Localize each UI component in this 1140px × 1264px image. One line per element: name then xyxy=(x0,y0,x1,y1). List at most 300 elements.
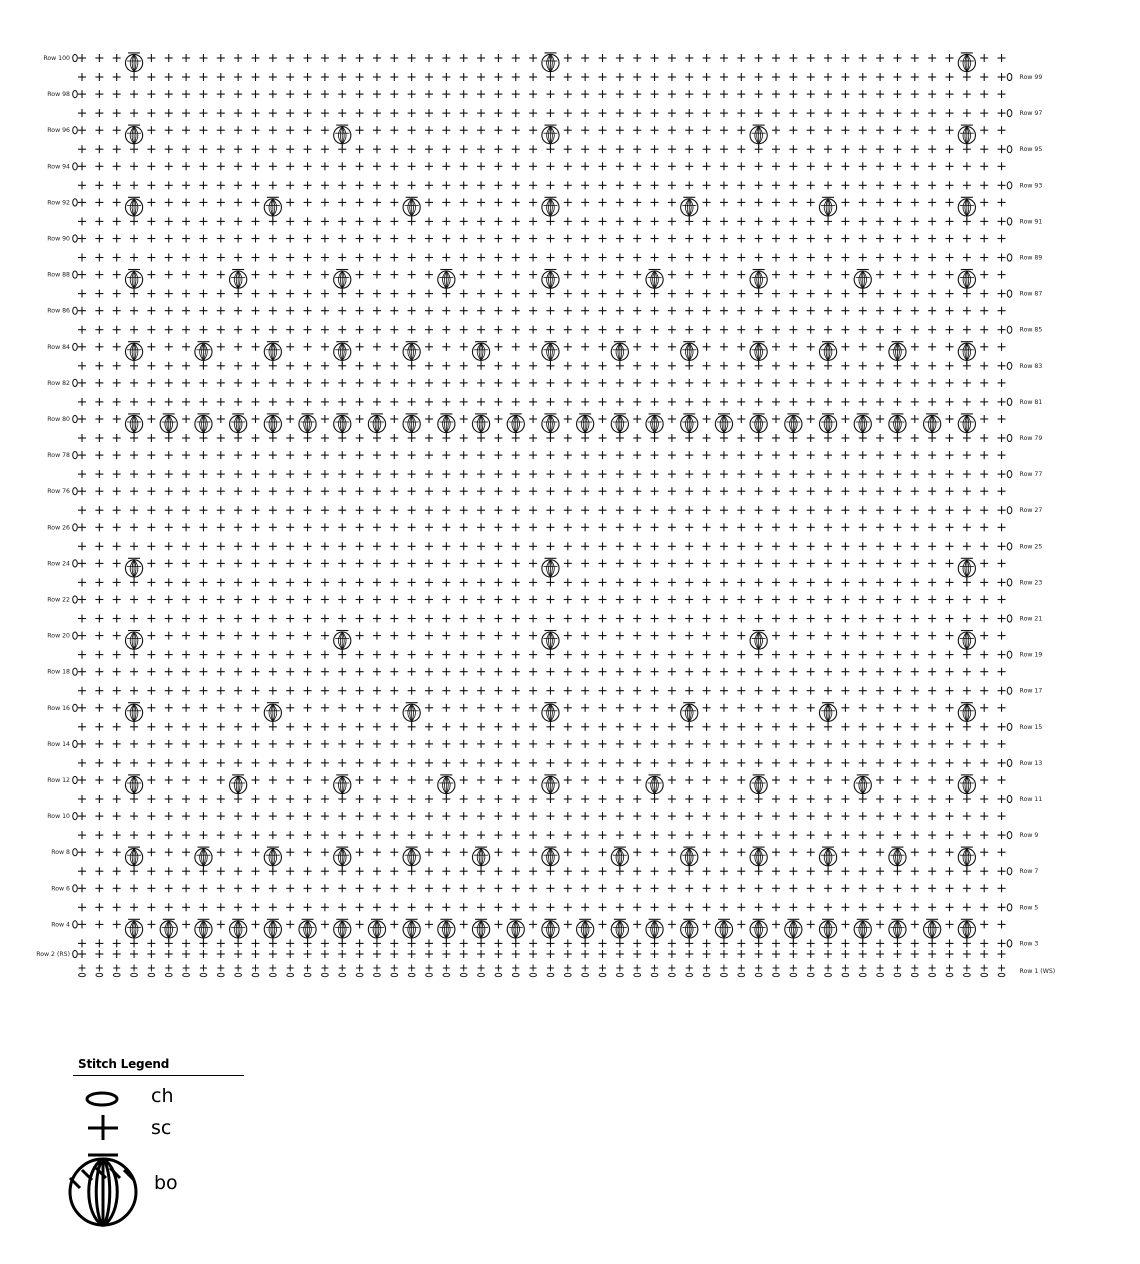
sc-stitch xyxy=(425,181,433,189)
sc-stitch xyxy=(564,271,572,279)
sc-stitch xyxy=(408,687,416,695)
sc-stitch xyxy=(703,145,711,153)
sc-stitch xyxy=(911,162,919,170)
sc-stitch xyxy=(876,54,884,62)
bobble-stitch xyxy=(438,775,455,798)
sc-stitch xyxy=(95,434,103,442)
sc-stitch xyxy=(373,848,381,856)
sc-stitch xyxy=(564,950,572,958)
sc-stitch xyxy=(980,523,988,531)
sc-stitch xyxy=(789,145,797,153)
sc-stitch xyxy=(946,181,954,189)
sc-stitch xyxy=(113,415,121,423)
sc-stitch xyxy=(425,487,433,495)
sc-stitch xyxy=(95,812,103,820)
sc-stitch xyxy=(460,90,468,98)
sc-stitch xyxy=(304,812,312,820)
sc-stitch xyxy=(755,903,763,911)
sc-stitch xyxy=(130,90,138,98)
sc-stitch xyxy=(946,217,954,225)
sc-stitch xyxy=(651,939,659,947)
sc-stitch xyxy=(356,235,364,243)
sc-stitch xyxy=(824,668,832,676)
sc-stitch xyxy=(599,867,607,875)
sc-stitch xyxy=(564,73,572,81)
sc-stitch xyxy=(442,615,450,623)
sc-stitch xyxy=(789,126,797,134)
sc-stitch xyxy=(78,506,86,514)
sc-stitch xyxy=(130,884,138,892)
sc-stitch xyxy=(772,254,780,262)
sc-stitch xyxy=(737,812,745,820)
sc-stitch xyxy=(946,795,954,803)
sc-stitch xyxy=(182,559,190,567)
sc-stitch xyxy=(824,651,832,659)
sc-stitch xyxy=(529,434,537,442)
sc-stitch xyxy=(772,181,780,189)
sc-stitch xyxy=(269,109,277,117)
chart-row xyxy=(47,703,1005,726)
bobble-stitch xyxy=(958,775,975,798)
sc-stitch xyxy=(425,687,433,695)
sc-stitch xyxy=(841,362,849,370)
sc-stitch xyxy=(512,939,520,947)
sc-stitch xyxy=(911,181,919,189)
sc-stitch xyxy=(564,651,572,659)
sc-stitch xyxy=(252,217,260,225)
sc-stitch xyxy=(165,812,173,820)
sc-stitch xyxy=(494,939,502,947)
sc-stitch xyxy=(720,451,728,459)
sc-stitch xyxy=(269,632,277,640)
sc-stitch xyxy=(338,362,346,370)
sc-stitch xyxy=(546,687,554,695)
sc-stitch xyxy=(408,903,416,911)
sc-stitch xyxy=(234,723,242,731)
sc-stitch xyxy=(633,867,641,875)
row-label-left: Row 24 xyxy=(47,560,70,568)
sc-stitch xyxy=(789,90,797,98)
sc-stitch xyxy=(703,217,711,225)
sc-stitch xyxy=(494,920,502,928)
sc-stitch xyxy=(477,884,485,892)
sc-stitch xyxy=(390,434,398,442)
row-label-right: Row 97 xyxy=(1019,110,1043,118)
sc-stitch xyxy=(408,379,416,387)
foundation-stitch xyxy=(339,965,346,977)
sc-stitch xyxy=(633,90,641,98)
bobble-stitch xyxy=(125,197,142,220)
sc-stitch xyxy=(460,271,468,279)
sc-stitch xyxy=(286,668,294,676)
sc-stitch xyxy=(703,632,711,640)
sc-stitch xyxy=(442,90,450,98)
sc-stitch xyxy=(928,596,936,604)
sc-stitch xyxy=(616,632,624,640)
sc-stitch xyxy=(512,398,520,406)
sc-stitch xyxy=(755,398,763,406)
sc-stitch xyxy=(269,434,277,442)
sc-stitch xyxy=(304,109,312,117)
foundation-stitch xyxy=(321,965,328,977)
sc-stitch xyxy=(269,326,277,334)
sc-stitch xyxy=(876,903,884,911)
foundation-stitch xyxy=(877,965,884,977)
sc-stitch xyxy=(928,451,936,459)
bobble-stitch xyxy=(438,414,455,437)
sc-stitch xyxy=(703,687,711,695)
sc-stitch xyxy=(876,651,884,659)
sc-stitch xyxy=(130,668,138,676)
sc-stitch xyxy=(373,290,381,298)
sc-stitch xyxy=(494,126,502,134)
sc-stitch xyxy=(356,723,364,731)
sc-stitch xyxy=(304,687,312,695)
sc-stitch xyxy=(564,254,572,262)
sc-stitch xyxy=(685,939,693,947)
sc-stitch xyxy=(269,831,277,839)
sc-stitch xyxy=(304,651,312,659)
sc-stitch xyxy=(425,415,433,423)
sc-stitch xyxy=(286,831,294,839)
sc-stitch xyxy=(217,290,225,298)
sc-stitch xyxy=(928,307,936,315)
sc-stitch xyxy=(737,867,745,875)
sc-stitch xyxy=(252,542,260,550)
sc-stitch xyxy=(304,198,312,206)
sc-stitch xyxy=(338,668,346,676)
sc-stitch xyxy=(998,759,1006,767)
sc-stitch xyxy=(998,523,1006,531)
bobble-stitch xyxy=(681,197,698,220)
sc-stitch xyxy=(512,271,520,279)
sc-stitch xyxy=(599,254,607,262)
bobble-stitch xyxy=(889,919,906,942)
bobble-stitch xyxy=(125,53,142,76)
sc-stitch xyxy=(494,559,502,567)
sc-stitch xyxy=(876,109,884,117)
sc-stitch xyxy=(789,740,797,748)
sc-stitch xyxy=(494,343,502,351)
sc-stitch xyxy=(876,950,884,958)
sc-stitch xyxy=(789,343,797,351)
sc-stitch xyxy=(893,326,901,334)
sc-stitch xyxy=(772,939,780,947)
bobble-stitch xyxy=(958,125,975,148)
sc-stitch xyxy=(373,54,381,62)
sc-stitch xyxy=(252,831,260,839)
sc-stitch xyxy=(633,632,641,640)
sc-stitch xyxy=(356,326,364,334)
sc-stitch xyxy=(946,903,954,911)
sc-stitch xyxy=(286,487,294,495)
sc-stitch xyxy=(963,398,971,406)
sc-stitch xyxy=(737,668,745,676)
sc-stitch xyxy=(651,723,659,731)
sc-stitch xyxy=(824,290,832,298)
sc-stitch xyxy=(581,254,589,262)
bobble-stitch xyxy=(438,270,455,293)
sc-stitch xyxy=(199,73,207,81)
sc-stitch xyxy=(859,651,867,659)
sc-stitch xyxy=(703,379,711,387)
sc-stitch xyxy=(928,668,936,676)
sc-stitch xyxy=(599,651,607,659)
sc-stitch xyxy=(390,343,398,351)
sc-stitch xyxy=(911,307,919,315)
sc-stitch xyxy=(720,162,728,170)
sc-stitch xyxy=(946,950,954,958)
sc-stitch xyxy=(581,271,589,279)
sc-stitch xyxy=(304,723,312,731)
sc-stitch xyxy=(963,162,971,170)
sc-stitch xyxy=(599,596,607,604)
sc-stitch xyxy=(286,740,294,748)
sc-stitch xyxy=(616,379,624,387)
sc-stitch xyxy=(147,326,155,334)
sc-stitch xyxy=(95,451,103,459)
sc-stitch xyxy=(78,776,86,784)
sc-stitch xyxy=(95,145,103,153)
sc-stitch xyxy=(182,903,190,911)
sc-stitch xyxy=(234,831,242,839)
sc-stitch xyxy=(165,950,173,958)
sc-stitch xyxy=(807,884,815,892)
sc-stitch xyxy=(633,379,641,387)
bobble-icon xyxy=(70,1155,136,1226)
sc-stitch xyxy=(321,559,329,567)
sc-stitch xyxy=(269,759,277,767)
sc-stitch xyxy=(841,487,849,495)
sc-stitch xyxy=(373,470,381,478)
sc-stitch xyxy=(217,939,225,947)
sc-stitch xyxy=(425,162,433,170)
sc-stitch xyxy=(356,343,364,351)
row-label-right: Row 5 xyxy=(1019,904,1039,912)
sc-stitch xyxy=(286,415,294,423)
sc-stitch xyxy=(668,759,676,767)
sc-stitch xyxy=(321,434,329,442)
sc-stitch xyxy=(512,632,520,640)
sc-stitch xyxy=(321,415,329,423)
sc-stitch xyxy=(911,920,919,928)
sc-stitch xyxy=(512,470,520,478)
sc-stitch xyxy=(165,723,173,731)
sc-stitch xyxy=(494,831,502,839)
bobble-stitch xyxy=(334,125,351,148)
row-label-right: Row 91 xyxy=(1019,218,1043,226)
sc-stitch xyxy=(269,90,277,98)
bobble-stitch xyxy=(125,775,142,798)
sc-stitch xyxy=(876,487,884,495)
sc-stitch xyxy=(893,831,901,839)
sc-stitch xyxy=(408,181,416,189)
sc-stitch xyxy=(789,198,797,206)
sc-stitch xyxy=(807,181,815,189)
sc-stitch xyxy=(460,415,468,423)
sc-stitch xyxy=(824,379,832,387)
sc-stitch xyxy=(616,668,624,676)
sc-stitch xyxy=(685,217,693,225)
sc-stitch xyxy=(460,867,468,875)
sc-stitch xyxy=(373,776,381,784)
foundation-stitch xyxy=(443,965,450,977)
sc-stitch xyxy=(286,506,294,514)
sc-stitch xyxy=(286,903,294,911)
sc-stitch xyxy=(286,776,294,784)
sc-stitch xyxy=(199,559,207,567)
sc-stitch xyxy=(512,73,520,81)
sc-stitch xyxy=(685,54,693,62)
sc-stitch xyxy=(581,668,589,676)
sc-stitch xyxy=(442,470,450,478)
sc-stitch xyxy=(581,651,589,659)
sc-stitch xyxy=(78,596,86,604)
sc-stitch xyxy=(789,162,797,170)
row-label-left: Row 76 xyxy=(47,488,70,496)
sc-stitch xyxy=(859,254,867,262)
sc-stitch xyxy=(546,759,554,767)
sc-stitch xyxy=(651,109,659,117)
sc-stitch xyxy=(599,487,607,495)
bobble-stitch xyxy=(681,414,698,437)
bobble-stitch xyxy=(264,342,281,365)
sc-stitch xyxy=(859,668,867,676)
sc-stitch xyxy=(182,145,190,153)
sc-stitch xyxy=(286,939,294,947)
sc-stitch xyxy=(408,831,416,839)
sc-stitch xyxy=(494,162,502,170)
sc-stitch xyxy=(980,651,988,659)
sc-stitch xyxy=(373,903,381,911)
sc-stitch xyxy=(998,254,1006,262)
sc-stitch xyxy=(442,723,450,731)
sc-stitch xyxy=(199,254,207,262)
sc-stitch xyxy=(512,578,520,586)
sc-stitch xyxy=(373,181,381,189)
sc-stitch xyxy=(720,198,728,206)
sc-stitch xyxy=(720,723,728,731)
sc-stitch xyxy=(685,379,693,387)
sc-stitch xyxy=(789,632,797,640)
sc-stitch xyxy=(755,867,763,875)
sc-stitch xyxy=(633,434,641,442)
sc-stitch xyxy=(633,326,641,334)
sc-stitch xyxy=(252,687,260,695)
sc-stitch xyxy=(911,73,919,81)
sc-stitch xyxy=(425,254,433,262)
sc-stitch xyxy=(633,687,641,695)
sc-stitch xyxy=(408,254,416,262)
sc-stitch xyxy=(95,596,103,604)
sc-stitch xyxy=(356,578,364,586)
sc-stitch xyxy=(616,254,624,262)
sc-stitch xyxy=(286,615,294,623)
sc-stitch xyxy=(321,290,329,298)
sc-stitch xyxy=(78,254,86,262)
sc-stitch xyxy=(425,379,433,387)
sc-stitch xyxy=(980,307,988,315)
sc-stitch xyxy=(95,903,103,911)
sc-stitch xyxy=(651,290,659,298)
sc-stitch xyxy=(477,362,485,370)
sc-stitch xyxy=(165,939,173,947)
sc-stitch xyxy=(182,812,190,820)
sc-stitch xyxy=(217,831,225,839)
sc-stitch xyxy=(581,831,589,839)
sc-stitch xyxy=(78,54,86,62)
sc-stitch xyxy=(998,451,1006,459)
sc-stitch xyxy=(234,73,242,81)
sc-stitch xyxy=(911,812,919,820)
sc-stitch xyxy=(546,812,554,820)
sc-stitch xyxy=(512,217,520,225)
sc-stitch xyxy=(807,776,815,784)
sc-stitch xyxy=(616,867,624,875)
sc-stitch xyxy=(182,740,190,748)
sc-stitch xyxy=(304,271,312,279)
sc-stitch xyxy=(286,884,294,892)
sc-stitch xyxy=(546,145,554,153)
sc-stitch xyxy=(442,939,450,947)
sc-stitch xyxy=(95,217,103,225)
sc-stitch xyxy=(876,578,884,586)
sc-stitch xyxy=(95,54,103,62)
sc-stitch xyxy=(720,632,728,640)
sc-stitch xyxy=(946,326,954,334)
sc-stitch xyxy=(668,470,676,478)
sc-stitch xyxy=(841,831,849,839)
sc-stitch xyxy=(998,217,1006,225)
sc-stitch xyxy=(321,487,329,495)
bobble-stitch xyxy=(958,53,975,76)
sc-stitch xyxy=(529,848,537,856)
sc-stitch xyxy=(304,398,312,406)
sc-stitch xyxy=(217,615,225,623)
sc-stitch xyxy=(998,326,1006,334)
sc-stitch xyxy=(113,651,121,659)
sc-stitch xyxy=(78,740,86,748)
sc-stitch xyxy=(616,470,624,478)
sc-stitch xyxy=(477,198,485,206)
sc-stitch xyxy=(286,362,294,370)
bobble-stitch xyxy=(958,270,975,293)
sc-stitch xyxy=(217,307,225,315)
sc-stitch xyxy=(789,470,797,478)
row-label-left: Row 2 (RS) xyxy=(36,951,70,958)
bobble-stitch xyxy=(507,919,524,942)
sc-stitch xyxy=(616,290,624,298)
sc-stitch xyxy=(286,198,294,206)
sc-stitch xyxy=(633,109,641,117)
sc-stitch xyxy=(824,867,832,875)
sc-stitch xyxy=(477,776,485,784)
chart-row xyxy=(78,903,1038,911)
sc-stitch xyxy=(807,506,815,514)
sc-stitch xyxy=(477,687,485,695)
bobble-stitch xyxy=(403,342,420,365)
sc-stitch xyxy=(564,126,572,134)
sc-stitch xyxy=(789,398,797,406)
sc-stitch xyxy=(685,470,693,478)
sc-stitch xyxy=(668,687,676,695)
sc-stitch xyxy=(893,126,901,134)
sc-stitch xyxy=(460,506,468,514)
sc-stitch xyxy=(252,451,260,459)
sc-stitch xyxy=(390,723,398,731)
row-label-right: Row 19 xyxy=(1019,651,1043,659)
sc-stitch xyxy=(494,470,502,478)
